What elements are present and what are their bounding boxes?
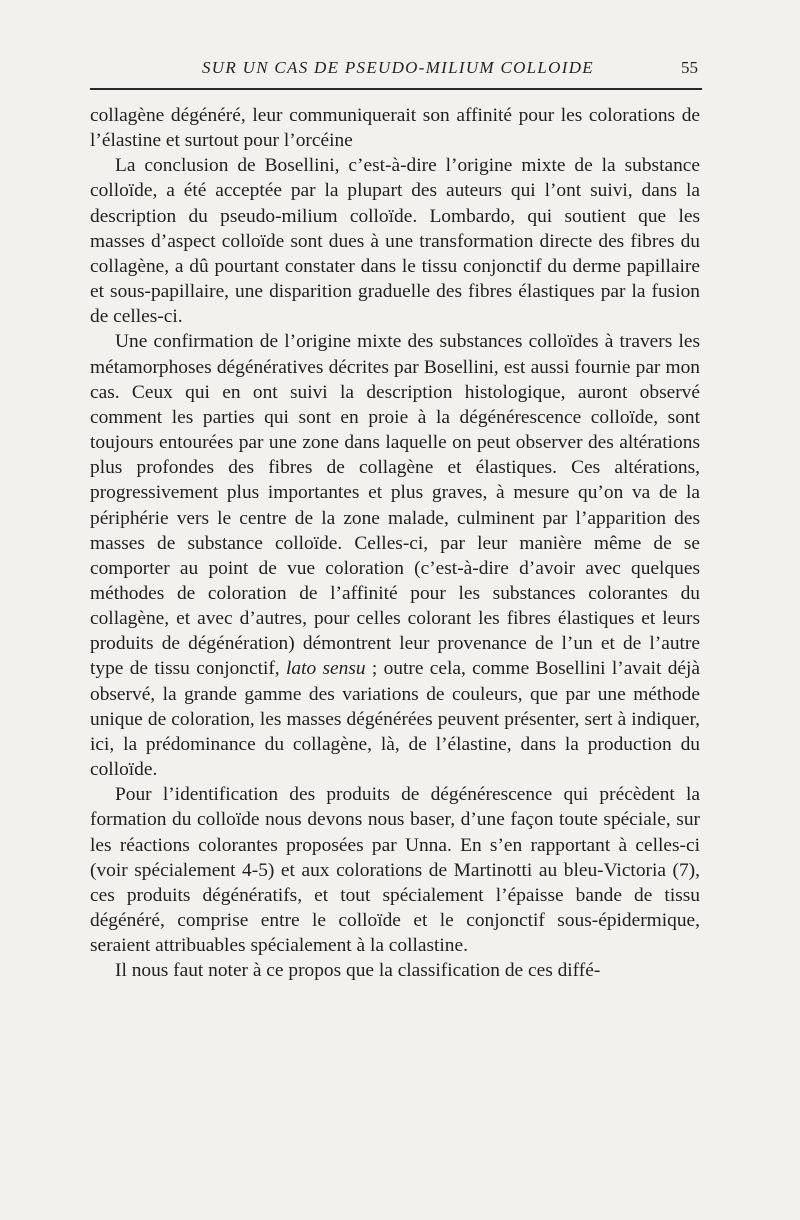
running-head — [90, 56, 702, 82]
paragraph-confirmation-tail: ; outre cela, comme Bosellini l’avait déjà observé, la grande gamme des variations de couleurs, que par une méthode unique de coloration, les masses dégénérées peuvent présenter, sert à indiquer, ici, la prédominance du collagène, là, de l’élastine, dans la production du colloïde. — [90, 658, 700, 781]
paragraph-confirmation — [90, 329, 700, 782]
paragraph-bosellini-conclusion: La conclusion de Bosellini, c’est-à-dire l’origine mixte de la substance colloïde, a été acceptée par la plupart des auteurs qui l’ont suivi, dans la description du pseudo-milium colloïde. Lombardo, qui soutient que les masses d’aspect colloïde sont dues à une transformation directe des fibres du collagène, a dû pourtant constater dans le tissu conjonctif du derme papillaire et sous-papillaire, une disparition graduelle des fibres élastiques par la fusion de celles-ci. — [90, 155, 700, 328]
italic-lato-sensu: lato sensu — [285, 658, 366, 680]
header-rule — [90, 88, 702, 90]
paragraph-continued: collagène dégénéré, leur communiquerait son affinité pour les colorations de l’élastine et surtout pour l’orcéine — [90, 105, 700, 152]
running-title: SUR UN CAS DE PSEUDO-MILIUM COLLOIDE — [202, 58, 594, 77]
paragraph-confirmation-text: Une confirmation de l’origine mixte des substances colloïdes à travers les métamorphoses dégénératives décrites par Bosellini, est aussi fournie par mon cas. Ceux qui en ont suivi la description histologique, auront observé comment les parties qui sont en proie à la dégénérescence colloïde, sont toujours entourées par une zone dans laquelle on peut observer des altérations plus profondes des fibres de collagène et élastiques. Ces altérations, progressivement plus importantes et plus graves, à mesure qu’on va de la périphérie vers le centre de la zone malade, culminent par l’apparition des masses de substance colloïde. Celles-ci, par leur manière même de se comporter au point de vue coloration (c’est-à-dire d’avoir avec quelques méthodes de coloration de l’affinité pour les substances colorantes du collagène, et avec d’autres, pour celles colorant les fibres élastiques et leurs produits de dégénération) démontrent leur provenance de l’un et de l’autre type de tissu conjonctif, — [90, 331, 700, 680]
body-text — [90, 103, 700, 983]
paragraph-identification: Pour l’identification des produits de dégénérescence qui précèdent la formation du colloïde nous devons nous baser, d’une façon toute spéciale, sur les réactions colorantes proposées par Unna. En s’en rapportant à celles-ci (voir spécialement 4-5) et aux colorations de Martinotti au bleu-Victoria (7), ces produits dégénératifs, et tout spécialement l’épaisse bande de tissu dégénéré, comprise entre le colloïde et le conjonctif sous-épidermique, seraient attribuables spécialement à la collastine. — [90, 784, 700, 957]
paragraph-classification: Il nous faut noter à ce propos que la classification de ces diffé- — [115, 960, 601, 982]
page-number: 55 — [681, 58, 698, 77]
